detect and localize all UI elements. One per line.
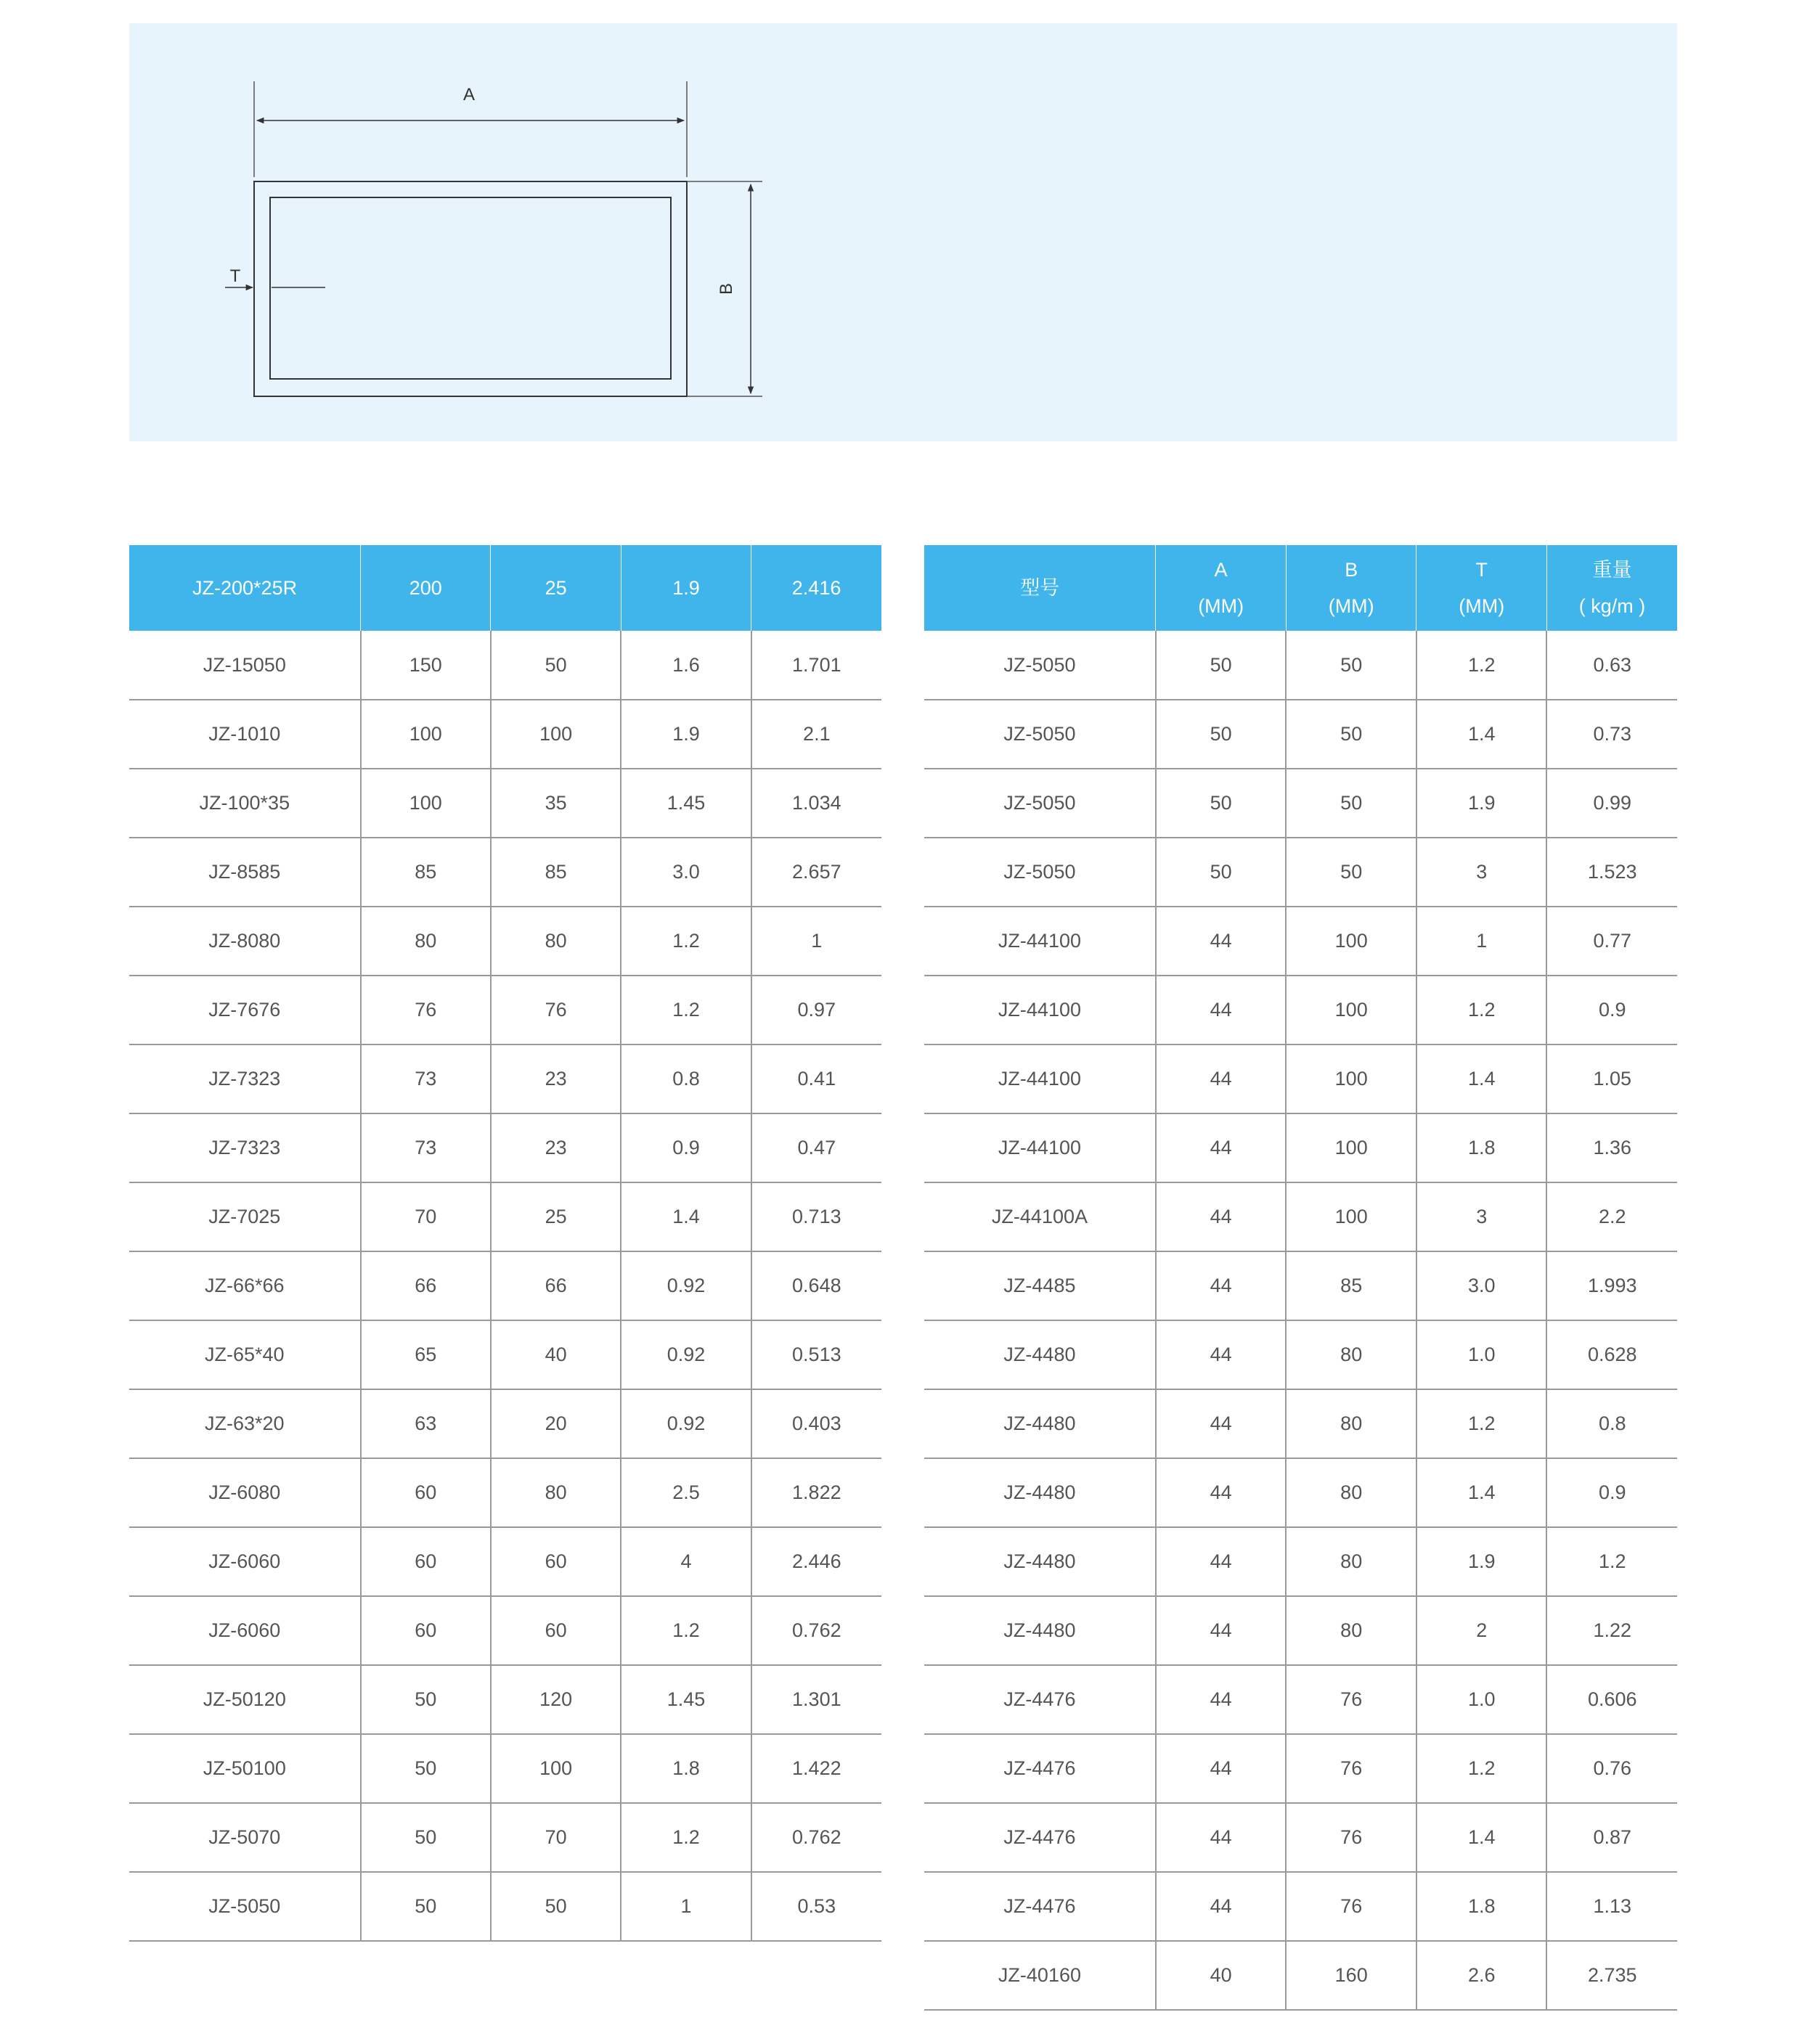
table-row xyxy=(924,976,1677,1045)
value-cell: 60 xyxy=(361,1458,491,1527)
model-cell: JZ-5050 xyxy=(129,1872,361,1941)
table-row xyxy=(129,1734,881,1803)
table-row xyxy=(924,838,1677,907)
value-cell: 76 xyxy=(1286,1803,1416,1872)
value-cell: 80 xyxy=(1286,1527,1416,1596)
model-cell: JZ-6080 xyxy=(129,1458,361,1527)
table-row xyxy=(129,1113,881,1182)
table-row xyxy=(129,769,881,838)
header-t xyxy=(1416,545,1547,631)
model-cell: JZ-44100 xyxy=(924,1045,1156,1113)
model-cell: JZ-7676 xyxy=(129,976,361,1045)
model-cell: JZ-65*40 xyxy=(129,1320,361,1389)
value-cell: 66 xyxy=(361,1251,491,1320)
model-cell: JZ-5050 xyxy=(924,769,1156,838)
value-cell: 44 xyxy=(1156,1872,1287,1941)
value-cell: 0.713 xyxy=(751,1182,881,1251)
value-cell: 1 xyxy=(1416,907,1547,976)
value-cell: 3.0 xyxy=(621,838,751,907)
value-cell: 44 xyxy=(1156,1389,1287,1458)
value-cell: 150 xyxy=(361,631,491,700)
value-cell: 0.9 xyxy=(621,1113,751,1182)
table-row xyxy=(924,907,1677,976)
table-row xyxy=(129,700,881,769)
dimension-a-label: A xyxy=(462,85,476,105)
value-cell: 0.97 xyxy=(751,976,881,1045)
model-cell: JZ-100*35 xyxy=(129,769,361,838)
header-cell: 25 xyxy=(491,545,621,631)
value-cell: 50 xyxy=(1156,631,1287,700)
model-cell: JZ-44100A xyxy=(924,1182,1156,1251)
value-cell: 60 xyxy=(361,1596,491,1665)
model-cell: JZ-4480 xyxy=(924,1596,1156,1665)
value-cell: 1.8 xyxy=(621,1734,751,1803)
value-cell: 1.9 xyxy=(1416,769,1547,838)
value-cell: 44 xyxy=(1156,1045,1287,1113)
value-cell: 85 xyxy=(491,838,621,907)
value-cell: 50 xyxy=(1286,700,1416,769)
value-cell: 1.822 xyxy=(751,1458,881,1527)
value-cell: 80 xyxy=(491,1458,621,1527)
value-cell: 1.4 xyxy=(1416,1803,1547,1872)
value-cell: 60 xyxy=(491,1596,621,1665)
table-row xyxy=(129,1182,881,1251)
value-cell: 80 xyxy=(1286,1389,1416,1458)
model-cell: JZ-4476 xyxy=(924,1665,1156,1734)
value-cell: 100 xyxy=(1286,1045,1416,1113)
value-cell: 50 xyxy=(491,1872,621,1941)
table-row xyxy=(924,1113,1677,1182)
model-cell: JZ-40160 xyxy=(924,1941,1156,2010)
value-cell: 2.657 xyxy=(751,838,881,907)
value-cell: 20 xyxy=(491,1389,621,1458)
model-cell: JZ-4480 xyxy=(924,1527,1156,1596)
value-cell: 0.648 xyxy=(751,1251,881,1320)
table-header-row xyxy=(129,545,881,631)
value-cell: 1.2 xyxy=(621,1803,751,1872)
value-cell: 1.701 xyxy=(751,631,881,700)
value-cell: 0.92 xyxy=(621,1251,751,1320)
value-cell: 44 xyxy=(1156,1527,1287,1596)
model-cell: JZ-7323 xyxy=(129,1113,361,1182)
value-cell: 2.1 xyxy=(751,700,881,769)
value-cell: 44 xyxy=(1156,1458,1287,1527)
value-cell: 76 xyxy=(1286,1734,1416,1803)
model-cell: JZ-4480 xyxy=(924,1389,1156,1458)
value-cell: 50 xyxy=(491,631,621,700)
value-cell: 2.446 xyxy=(751,1527,881,1596)
value-cell: 44 xyxy=(1156,1665,1287,1734)
value-cell: 100 xyxy=(1286,1113,1416,1182)
value-cell: 100 xyxy=(491,1734,621,1803)
value-cell: 1.2 xyxy=(621,976,751,1045)
value-cell: 44 xyxy=(1156,1182,1287,1251)
table-row xyxy=(924,1320,1677,1389)
header-line: 重量 xyxy=(1592,559,1632,581)
model-cell: JZ-4485 xyxy=(924,1251,1156,1320)
table-row xyxy=(129,1045,881,1113)
value-cell: 160 xyxy=(1286,1941,1416,2010)
value-cell: 1.034 xyxy=(751,769,881,838)
value-cell: 2.2 xyxy=(1546,1182,1677,1251)
outer-profile xyxy=(254,181,687,396)
value-cell: 0.92 xyxy=(621,1389,751,1458)
value-cell: 65 xyxy=(361,1320,491,1389)
value-cell: 0.628 xyxy=(1546,1320,1677,1389)
model-cell: JZ-7025 xyxy=(129,1182,361,1251)
value-cell: 73 xyxy=(361,1113,491,1182)
table-row xyxy=(924,1527,1677,1596)
value-cell: 76 xyxy=(1286,1665,1416,1734)
model-cell: JZ-63*20 xyxy=(129,1389,361,1458)
value-cell: 100 xyxy=(1286,1182,1416,1251)
value-cell: 50 xyxy=(361,1665,491,1734)
table-row xyxy=(924,1182,1677,1251)
value-cell: 23 xyxy=(491,1113,621,1182)
spec-table-right-body xyxy=(924,631,1677,2010)
table-row xyxy=(924,769,1677,838)
value-cell: 1.4 xyxy=(1416,1045,1547,1113)
value-cell: 44 xyxy=(1156,1251,1287,1320)
value-cell: 1.13 xyxy=(1546,1872,1677,1941)
value-cell: 80 xyxy=(491,907,621,976)
value-cell: 1 xyxy=(621,1872,751,1941)
value-cell: 1.4 xyxy=(1416,1458,1547,1527)
model-cell: JZ-4480 xyxy=(924,1458,1156,1527)
dimension-t-label: T xyxy=(229,266,241,286)
model-cell: JZ-8080 xyxy=(129,907,361,976)
value-cell: 1.6 xyxy=(621,631,751,700)
value-cell: 0.762 xyxy=(751,1596,881,1665)
value-cell: 0.99 xyxy=(1546,769,1677,838)
table-row xyxy=(924,1045,1677,1113)
value-cell: 70 xyxy=(491,1803,621,1872)
table-row xyxy=(129,1320,881,1389)
value-cell: 100 xyxy=(1286,907,1416,976)
value-cell: 0.606 xyxy=(1546,1665,1677,1734)
value-cell: 1.8 xyxy=(1416,1872,1547,1941)
table-row xyxy=(129,1389,881,1458)
value-cell: 1.9 xyxy=(1416,1527,1547,1596)
value-cell: 2.6 xyxy=(1416,1941,1547,2010)
header-model xyxy=(924,545,1156,631)
table-row xyxy=(129,1596,881,1665)
value-cell: 1.2 xyxy=(621,1596,751,1665)
table-row xyxy=(129,907,881,976)
table-row xyxy=(129,1803,881,1872)
value-cell: 0.63 xyxy=(1546,631,1677,700)
model-cell: JZ-5070 xyxy=(129,1803,361,1872)
header-line: T xyxy=(1475,559,1488,581)
model-cell: JZ-1010 xyxy=(129,700,361,769)
value-cell: 0.762 xyxy=(751,1803,881,1872)
value-cell: 1.36 xyxy=(1546,1113,1677,1182)
value-cell: 50 xyxy=(1156,700,1287,769)
table-header-row xyxy=(924,545,1677,631)
model-cell: JZ-44100 xyxy=(924,1113,1156,1182)
model-cell: JZ-4476 xyxy=(924,1872,1156,1941)
table-row xyxy=(924,1251,1677,1320)
table-row xyxy=(129,1665,881,1734)
value-cell: 50 xyxy=(1156,769,1287,838)
value-cell: 1.2 xyxy=(621,907,751,976)
model-cell: JZ-5050 xyxy=(924,838,1156,907)
header-unit: (MM) xyxy=(1459,595,1505,617)
model-cell: JZ-50100 xyxy=(129,1734,361,1803)
value-cell: 1.422 xyxy=(751,1734,881,1803)
header-cell: 2.416 xyxy=(751,545,881,631)
model-cell: JZ-5050 xyxy=(924,700,1156,769)
value-cell: 120 xyxy=(491,1665,621,1734)
value-cell: 3 xyxy=(1416,1182,1547,1251)
value-cell: 35 xyxy=(491,769,621,838)
value-cell: 1.22 xyxy=(1546,1596,1677,1665)
table-row xyxy=(924,1803,1677,1872)
table-row xyxy=(129,838,881,907)
value-cell: 1.2 xyxy=(1416,1734,1547,1803)
value-cell: 2 xyxy=(1416,1596,1547,1665)
value-cell: 80 xyxy=(1286,1458,1416,1527)
value-cell: 1.0 xyxy=(1416,1320,1547,1389)
table-row xyxy=(129,1527,881,1596)
value-cell: 40 xyxy=(491,1320,621,1389)
profile-diagram-panel xyxy=(129,23,1677,441)
dimension-b-label: B xyxy=(717,282,736,295)
value-cell: 44 xyxy=(1156,976,1287,1045)
value-cell: 1.4 xyxy=(621,1182,751,1251)
value-cell: 1.523 xyxy=(1546,838,1677,907)
value-cell: 1 xyxy=(751,907,881,976)
table-row xyxy=(129,1251,881,1320)
value-cell: 0.87 xyxy=(1546,1803,1677,1872)
header-unit: ( kg/m ) xyxy=(1578,595,1646,617)
model-cell: JZ-6060 xyxy=(129,1596,361,1665)
table-row xyxy=(924,1665,1677,1734)
value-cell: 85 xyxy=(361,838,491,907)
value-cell: 85 xyxy=(1286,1251,1416,1320)
model-cell: JZ-44100 xyxy=(924,907,1156,976)
value-cell: 0.41 xyxy=(751,1045,881,1113)
value-cell: 1.45 xyxy=(621,769,751,838)
spec-table-left-body xyxy=(129,631,881,1941)
value-cell: 0.8 xyxy=(1546,1389,1677,1458)
value-cell: 2.5 xyxy=(621,1458,751,1527)
table-row xyxy=(924,631,1677,700)
value-cell: 60 xyxy=(361,1527,491,1596)
value-cell: 50 xyxy=(1286,631,1416,700)
value-cell: 50 xyxy=(361,1803,491,1872)
model-cell: JZ-50120 xyxy=(129,1665,361,1734)
header-line: B xyxy=(1345,559,1358,581)
model-cell: JZ-5050 xyxy=(924,631,1156,700)
table-row xyxy=(924,1941,1677,2010)
header-unit: (MM) xyxy=(1328,595,1374,617)
value-cell: 50 xyxy=(1156,838,1287,907)
value-cell: 1.4 xyxy=(1416,700,1547,769)
header-a xyxy=(1156,545,1287,631)
value-cell: 60 xyxy=(491,1527,621,1596)
value-cell: 3 xyxy=(1416,838,1547,907)
value-cell: 76 xyxy=(491,976,621,1045)
value-cell: 0.77 xyxy=(1546,907,1677,976)
value-cell: 100 xyxy=(1286,976,1416,1045)
value-cell: 44 xyxy=(1156,1596,1287,1665)
value-cell: 50 xyxy=(1286,769,1416,838)
value-cell: 1.05 xyxy=(1546,1045,1677,1113)
model-cell: JZ-7323 xyxy=(129,1045,361,1113)
value-cell: 100 xyxy=(361,700,491,769)
table-row xyxy=(924,1389,1677,1458)
model-cell: JZ-4476 xyxy=(924,1734,1156,1803)
value-cell: 70 xyxy=(361,1182,491,1251)
table-row xyxy=(129,1458,881,1527)
value-cell: 1.0 xyxy=(1416,1665,1547,1734)
value-cell: 63 xyxy=(361,1389,491,1458)
value-cell: 1.45 xyxy=(621,1665,751,1734)
value-cell: 0.9 xyxy=(1546,976,1677,1045)
header-cell: JZ-200*25R xyxy=(129,545,361,631)
value-cell: 23 xyxy=(491,1045,621,1113)
spec-table-left xyxy=(129,545,881,1942)
value-cell: 50 xyxy=(361,1872,491,1941)
value-cell: 76 xyxy=(1286,1872,1416,1941)
value-cell: 73 xyxy=(361,1045,491,1113)
value-cell: 2.735 xyxy=(1546,1941,1677,2010)
value-cell: 0.92 xyxy=(621,1320,751,1389)
value-cell: 1.2 xyxy=(1416,631,1547,700)
model-cell: JZ-44100 xyxy=(924,976,1156,1045)
value-cell: 44 xyxy=(1156,1320,1287,1389)
header-cell: 200 xyxy=(361,545,491,631)
value-cell: 0.9 xyxy=(1546,1458,1677,1527)
model-cell: JZ-4476 xyxy=(924,1803,1156,1872)
value-cell: 44 xyxy=(1156,1734,1287,1803)
header-b xyxy=(1286,545,1416,631)
header-cell: 1.9 xyxy=(621,545,751,631)
value-cell: 44 xyxy=(1156,1803,1287,1872)
value-cell: 0.47 xyxy=(751,1113,881,1182)
inner-profile xyxy=(270,197,671,379)
value-cell: 1.9 xyxy=(621,700,751,769)
table-row xyxy=(924,1734,1677,1803)
value-cell: 40 xyxy=(1156,1941,1287,2010)
value-cell: 0.53 xyxy=(751,1872,881,1941)
value-cell: 1.2 xyxy=(1546,1527,1677,1596)
model-cell: JZ-15050 xyxy=(129,631,361,700)
value-cell: 50 xyxy=(361,1734,491,1803)
value-cell: 0.73 xyxy=(1546,700,1677,769)
value-cell: 80 xyxy=(361,907,491,976)
value-cell: 80 xyxy=(1286,1320,1416,1389)
value-cell: 1.301 xyxy=(751,1665,881,1734)
value-cell: 44 xyxy=(1156,907,1287,976)
table-row xyxy=(129,976,881,1045)
value-cell: 100 xyxy=(491,700,621,769)
value-cell: 66 xyxy=(491,1251,621,1320)
table-row xyxy=(129,1872,881,1941)
header-weight xyxy=(1546,545,1677,631)
value-cell: 80 xyxy=(1286,1596,1416,1665)
table-row xyxy=(129,631,881,700)
model-cell: JZ-6060 xyxy=(129,1527,361,1596)
value-cell: 1.993 xyxy=(1546,1251,1677,1320)
table-row xyxy=(924,1458,1677,1527)
value-cell: 0.513 xyxy=(751,1320,881,1389)
value-cell: 1.2 xyxy=(1416,976,1547,1045)
value-cell: 44 xyxy=(1156,1113,1287,1182)
value-cell: 4 xyxy=(621,1527,751,1596)
model-cell: JZ-4480 xyxy=(924,1320,1156,1389)
model-cell: JZ-8585 xyxy=(129,838,361,907)
value-cell: 0.76 xyxy=(1546,1734,1677,1803)
value-cell: 0.403 xyxy=(751,1389,881,1458)
value-cell: 0.8 xyxy=(621,1045,751,1113)
header-line: 型号 xyxy=(1020,577,1060,599)
table-row xyxy=(924,1872,1677,1941)
value-cell: 1.2 xyxy=(1416,1389,1547,1458)
value-cell: 25 xyxy=(491,1182,621,1251)
value-cell: 50 xyxy=(1286,838,1416,907)
header-unit: (MM) xyxy=(1198,595,1244,617)
value-cell: 3.0 xyxy=(1416,1251,1547,1320)
table-row xyxy=(924,1596,1677,1665)
spec-table-right xyxy=(924,545,1677,2011)
value-cell: 76 xyxy=(361,976,491,1045)
rectangular-tube-diagram xyxy=(129,23,1677,441)
table-row xyxy=(924,700,1677,769)
value-cell: 100 xyxy=(361,769,491,838)
header-line: A xyxy=(1214,559,1228,581)
value-cell: 1.8 xyxy=(1416,1113,1547,1182)
model-cell: JZ-66*66 xyxy=(129,1251,361,1320)
